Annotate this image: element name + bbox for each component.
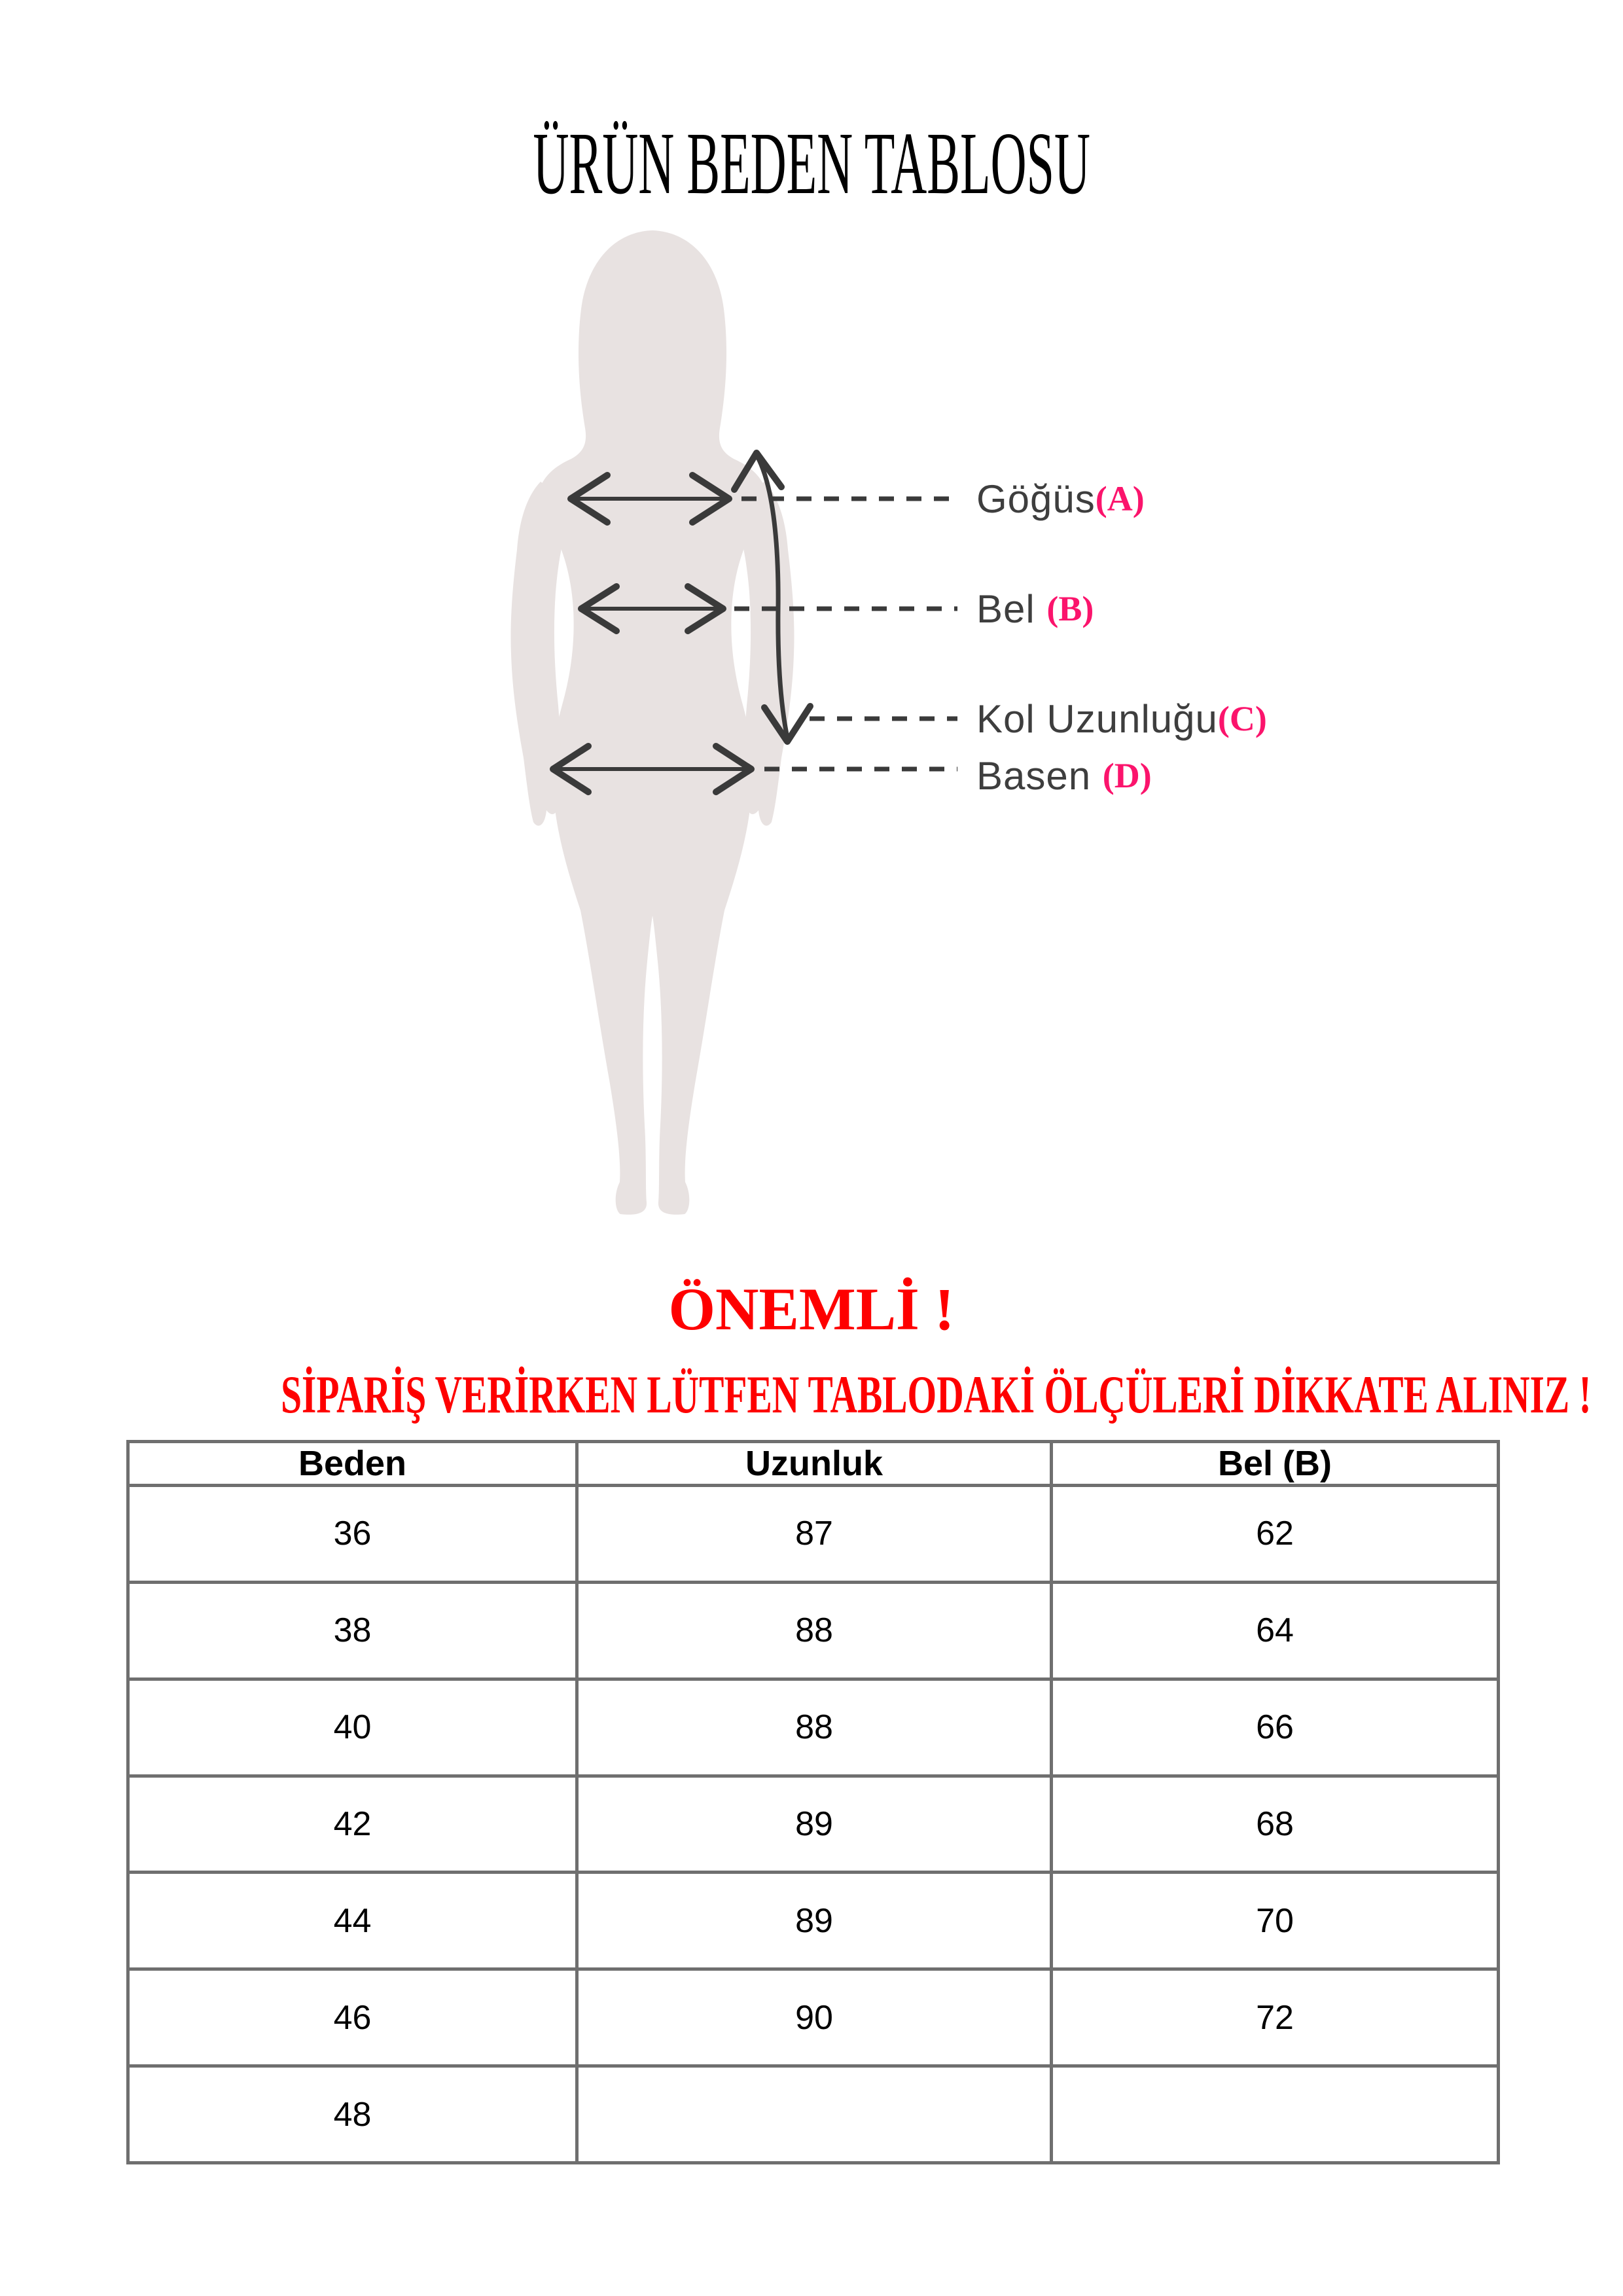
table-cell (1052, 2066, 1499, 2163)
table-cell: 42 (128, 1776, 577, 1873)
warning-text-inner: SİPARİŞ VERİRKEN LÜTFEN TABLODAKİ ÖLÇÜLERİ DİKKATE ALINIZ ! (281, 1365, 1592, 1424)
warning-text (0, 1365, 1623, 1424)
col-header-bel: Bel (B) (1052, 1442, 1499, 1486)
label-marker-c: (C) (1217, 699, 1267, 738)
label-text-arm-length: Kol Uzunluğu (976, 696, 1218, 741)
table-row (128, 1873, 1499, 1969)
table-row (128, 1776, 1499, 1873)
table-cell: 36 (128, 1486, 577, 1583)
table-cell: 40 (128, 1679, 577, 1776)
size-table (126, 1440, 1500, 2164)
table-cell: 68 (1052, 1776, 1499, 1873)
table-cell: 70 (1052, 1873, 1499, 1969)
col-header-beden: Beden (128, 1442, 577, 1486)
table-cell: 72 (1052, 1969, 1499, 2066)
table-cell: 64 (1052, 1582, 1499, 1679)
label-marker-b: (B) (1046, 589, 1094, 628)
table-cell: 87 (577, 1486, 1052, 1583)
label-text-hip: Basen (976, 753, 1103, 798)
measure-label-hip (976, 746, 1152, 805)
col-header-uzunluk: Uzunluk (577, 1442, 1052, 1486)
table-row (128, 1969, 1499, 2066)
size-table-header-row (128, 1442, 1499, 1486)
measure-label-waist (976, 579, 1094, 638)
important-heading: ÖNEMLİ ! (668, 1276, 955, 1342)
page-title-text: ÜRÜN BEDEN TABLOSU (533, 115, 1090, 213)
table-cell: 88 (577, 1679, 1052, 1776)
label-text-chest: Göğüs (976, 476, 1096, 521)
body-silhouette (541, 230, 764, 1215)
table-row (128, 2066, 1499, 2163)
table-cell: 38 (128, 1582, 577, 1679)
table-cell: 62 (1052, 1486, 1499, 1583)
table-cell: 44 (128, 1873, 577, 1969)
table-cell: 90 (577, 1969, 1052, 2066)
table-cell: 46 (128, 1969, 577, 2066)
label-text-waist: Bel (976, 586, 1047, 631)
measure-label-chest (976, 469, 1145, 528)
label-marker-a: (A) (1095, 479, 1145, 518)
measure-label-arm-length (976, 689, 1267, 748)
table-cell: 66 (1052, 1679, 1499, 1776)
table-row (128, 1679, 1499, 1776)
table-cell: 89 (577, 1873, 1052, 1969)
body-silhouette-figure (510, 230, 794, 1215)
table-cell: 88 (577, 1582, 1052, 1679)
table-row (128, 1486, 1499, 1583)
label-marker-d: (D) (1102, 756, 1152, 795)
table-cell: 89 (577, 1776, 1052, 1873)
table-cell (577, 2066, 1052, 2163)
table-cell: 48 (128, 2066, 577, 2163)
table-row (128, 1582, 1499, 1679)
